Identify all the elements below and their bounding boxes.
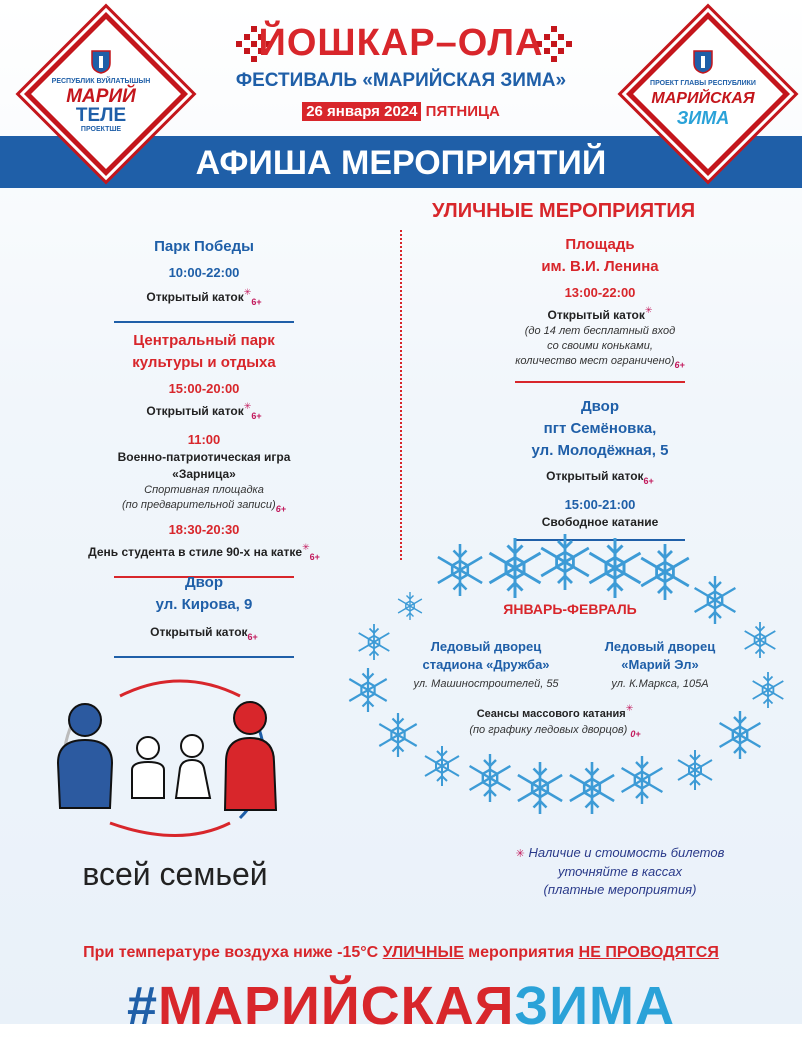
event-note-line1: Спортивная площадка — [144, 484, 264, 496]
venue-address: ул. К.Маркса, 105А — [611, 678, 709, 690]
section-rule — [515, 381, 685, 383]
crest-icon — [26, 50, 176, 79]
section-title: Парк Победы — [154, 238, 254, 255]
venue-title-line2: «Марий Эл» — [621, 657, 699, 672]
logo-left-main1: МАРИЙ — [66, 86, 136, 107]
section-semenovka — [450, 396, 750, 541]
snowflake-icon — [622, 756, 663, 804]
season-heading: ЯНВАРЬ-ФЕВРАЛЬ — [503, 601, 637, 617]
snowflake-icon — [541, 534, 589, 590]
ticket-note — [470, 844, 770, 899]
snowflake-icon — [379, 713, 416, 757]
section-title-line1: Центральный парк — [133, 332, 275, 349]
section-rule — [114, 321, 294, 323]
weekday: ПЯТНИЦА — [425, 103, 500, 120]
snowflake-icon — [590, 538, 641, 598]
event-name: Открытый каток✳$_{6+}$ — [146, 287, 262, 307]
banner-title: АФИША МЕРОПРИЯТИЙ — [158, 138, 644, 188]
event-note-line2: со своими коньками, — [547, 340, 653, 352]
logo-right-main1: МАРИЙСКАЯ — [651, 90, 755, 107]
snowflake-icon — [720, 711, 761, 759]
event-time: 18:30-20:30 — [168, 522, 240, 537]
column-divider — [400, 230, 402, 560]
snowflake-icon — [470, 754, 511, 802]
logo-left-top: РЕСПУБЛИК ВУЙЛАТЫШЫН — [51, 78, 151, 85]
street-events-heading: УЛИЧНЫЕ МЕРОПРИЯТИЯ — [432, 200, 696, 222]
snowflake-icon — [349, 668, 386, 712]
logo-left-bottom: ПРОЕКТШЕ — [80, 126, 122, 133]
event-name-line2: «Зарница» — [172, 467, 236, 481]
snowflake-icon — [359, 624, 390, 660]
snowflake-icon — [570, 762, 614, 814]
snowflake-icon — [753, 672, 784, 708]
section-title-line2: ул. Кирова, 9 — [155, 596, 253, 613]
crest-icon — [628, 50, 778, 79]
event-name: Открытый каток$_{6+}$ — [150, 625, 258, 642]
venue-druzhba — [396, 638, 576, 692]
logo-mariyskaya-zima — [628, 14, 778, 164]
snowflake-icon — [518, 762, 562, 814]
section-rule — [114, 656, 294, 658]
family-label: всей семьей — [82, 856, 268, 892]
event-name-line1: Военно-патриотическая игра — [117, 450, 291, 464]
date-badge: 26 января 2024 — [302, 102, 421, 121]
snowflake-icon — [641, 544, 689, 600]
event-time: 15:00-20:00 — [168, 381, 240, 396]
event-note-line1: (до 14 лет бесплатный вход — [524, 325, 676, 337]
girl-icon — [176, 735, 210, 798]
event-time: 10:00-22:00 — [168, 265, 240, 280]
event-note-line2: (по предварительной $записи)_{6+}$ — [122, 499, 286, 514]
event-time: 15:00-21:00 — [564, 497, 636, 512]
snowflake-icon — [745, 622, 776, 658]
ticket-note-line3: (платные мероприятия) — [543, 882, 697, 897]
snowflake-icon — [438, 544, 482, 596]
venue-address: ул. Машиностроителей, 55 — [413, 678, 559, 690]
ticket-note-line1: ✳ Наличие и стоимость билетов — [515, 845, 725, 860]
section-title-line3: ул. Молодёжная, 5 — [531, 442, 669, 459]
venue-title-line2: стадиона «Дружба» — [422, 657, 550, 672]
family-illustration — [40, 668, 320, 848]
section-title-line2: пгт Семёновка, — [543, 420, 657, 437]
festival-title: ФЕСТИВАЛЬ «МАРИЙСКАЯ ЗИМА» — [235, 70, 567, 91]
ticket-note-line2: уточняйте в кассах — [557, 864, 683, 879]
venue-title-line1: Ледовый дворец — [604, 639, 716, 654]
event-note-line3: количество мест $ограничено)_{6+}$ — [515, 355, 685, 370]
event-name: Сеансы массового катания✳ — [476, 703, 634, 720]
snowflake-icon — [490, 538, 541, 598]
section-title-line1: Двор — [580, 398, 620, 415]
event-time: 11:00 — [187, 432, 221, 447]
event-name: День студента в стиле 90-х на катке✳$_{6+}$ — [88, 542, 320, 562]
temperature-warning: При температуре воздуха ниже -15°С УЛИЧНЫЕ мероприятия НЕ ПРОВОДЯТСЯ — [83, 944, 719, 961]
section-title-line2: им. В.И. Ленина — [541, 258, 659, 275]
event-time: 13:00-22:00 — [564, 285, 636, 300]
logo-right-top: ПРОЕКТ ГЛАВЫ РЕСПУБЛИКИ — [650, 80, 756, 87]
section-park-pobedy — [64, 236, 344, 323]
venue-mariy-el — [580, 638, 740, 692]
event-name: Открытый каток✳$_{6+}$ — [146, 401, 262, 421]
event-name: Свободное катание — [541, 515, 659, 529]
snowflake-icon — [425, 746, 459, 786]
venue-title-line1: Ледовый дворец — [430, 639, 542, 654]
mother-icon — [225, 702, 276, 810]
logo-mariy-tele — [26, 14, 176, 164]
section-january-february — [400, 598, 740, 620]
city-title: ЙОШКАР–ОЛА — [258, 22, 544, 64]
event-name: Открытый каток$_{6+}$ — [546, 469, 654, 486]
section-central-park — [64, 330, 344, 578]
section-title-line2: культуры и отдыха — [132, 354, 276, 371]
mass-skating — [430, 700, 680, 742]
section-kirova — [64, 572, 344, 658]
logo-right-main2: ЗИМА — [676, 108, 730, 128]
section-title-line1: Двор — [184, 574, 224, 591]
section-title-line1: Площадь — [565, 236, 635, 253]
event-note: (по графику ледовых дворцов) $_{0+}$ — [469, 724, 641, 739]
father-icon — [58, 704, 112, 808]
logo-left-main2: ТЕЛЕ — [75, 105, 127, 126]
section-lenin-square — [450, 234, 750, 383]
hashtag: #МАРИЙСКАЯЗИМА — [126, 976, 676, 1036]
boy-icon — [132, 737, 164, 798]
event-name: Открытый каток✳ — [547, 305, 653, 322]
snowflake-icon — [678, 750, 712, 790]
